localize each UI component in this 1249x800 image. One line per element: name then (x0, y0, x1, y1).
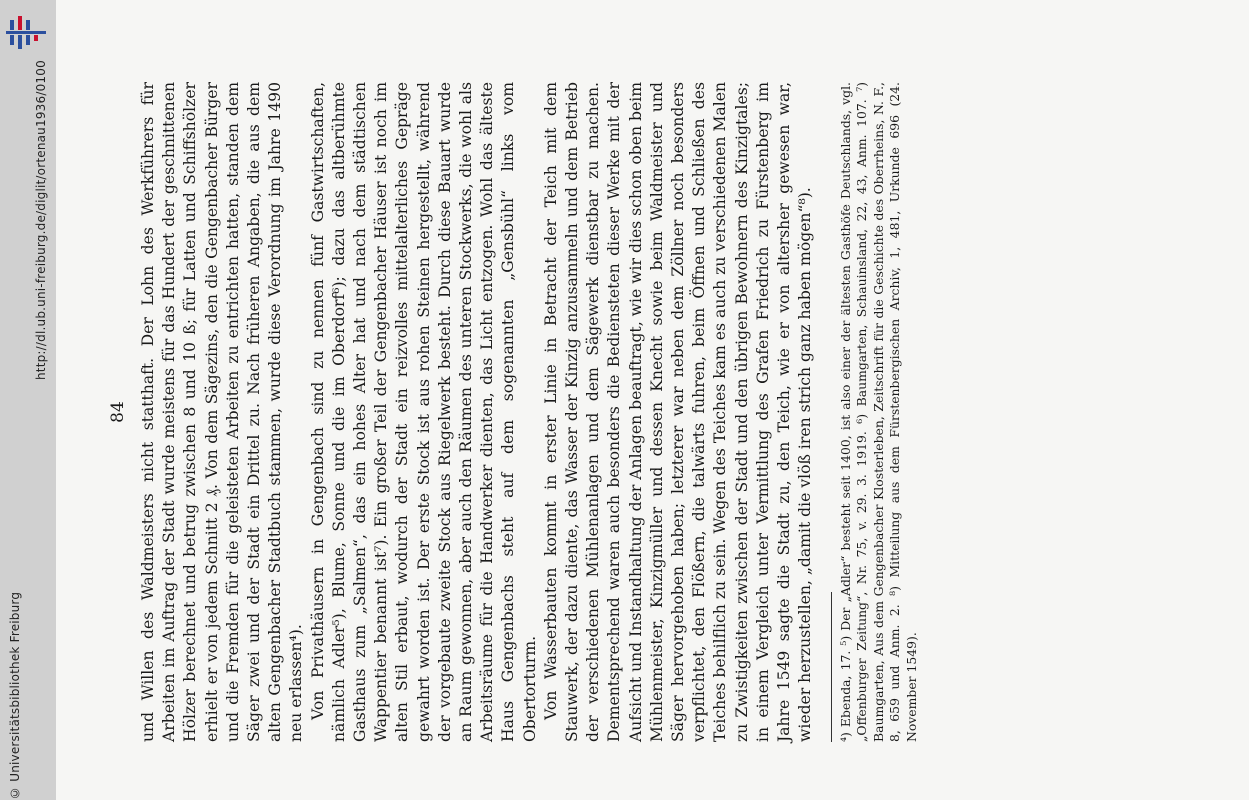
viewer-sidebar (0, 0, 56, 800)
footnotes (838, 82, 921, 742)
footnote-divider (831, 592, 832, 742)
footnote-text: ⁴) Ebenda, 17. ⁵) Der „Adler“ besteht seit 1400, ist also einer der ältesten Gasthöfe Deutschlands, vgl. „Offenburger Zeitung“, Nr. 75, v. 29. 3. 1919. ⁶) Baumgarten, Schauinsland, 22, 43, Anm. 107. ⁷) Baumgarten, Aus dem Gengenbacher Klosterleben, Zeitschrift für die Geschichte des Oberrheins, N. F., 8, 659 und Anm. 2. ⁸) Mitteilung aus dem Fürstenbergischen Archiv, 1, 481, Urkunde 696 (24. November 1549). (837, 82, 919, 742)
paragraph: und Willen des Waldmeisters nicht statthaft. Der Lohn des Werkführers für Arbeiten im Auftrag der Stadt wurde meistens für das Hundert der geschnittenen Hölzer berechnet und betrug zwischen 8 und 10 ß; für Latten und Schiffshölzer erhielt er von jedem Schnitt 2 ₰. Von dem Sägezins, den die Gengenbacher Bürger und die Fremden für die geleisteten Arbeiten zu entrichten hatten, standen dem Säger zwei und der Stadt ein Drittel zu. Nach früheren Angaben, die aus dem alten Gengenbacher Stadtbuch stammen, wurde diese Verordnung im Jahre 1490 neu erlassen⁴). (139, 82, 306, 742)
paragraph: Von Privathäusern in Gengenbach sind zu nennen fünf Gastwirtschaften, nämlich Adler⁵), Blume, Sonne und die im Oberdorf⁶); dazu das altberühmte Gasthaus zum „Salmen“, das ein hohes Alter hat und nach dem städtischen Wappentier benannt ist⁷). Ein großer Teil der Gengenbacher Häuser ist noch im alten Stil erbaut, wodurch der Stadt ein reizvolles mittelalterliches Gepräge gewahrt worden ist. Der erste Stock ist aus rohen Steinen hergestellt, während der vorgebaute zweite Stock aus Riegelwerk besteht. Durch diese Bauart wurde an Raum gewonnen, aber auch den Räumen des unteren Stockwerks, die wohl als Arbeitsräume für die Handwerker dienten, das Licht entzogen. Wohl das älteste Haus Gengenbachs steht auf dem sogenannten „Gensbühl“ links vom Obertorturm. (308, 82, 539, 742)
scanned-page (56, 0, 1249, 800)
copyright-notice: © Universitätsbibliothek Freiburg (8, 591, 22, 800)
paragraph: Von Wasserbauten kommt in erster Linie in Betracht der Teich mit dem Stauwerk, der dazu diente, das Wasser der Kinzig anzusammeln und dem Betrieb der verschiedenen Mühlenanlagen und dem Sägewerk dienstbar zu machen. Dementsprechend waren auch besonders die Bediensteten dieser Werke mit der Aufsicht und Instandhaltung der Anlagen beauftragt, wie wir dies schon oben beim Mühlenmeister, Kinzigmüller und dessen Knecht sowie beim Waldmeister und Säger hervorgehoben haben; letzterer war neben dem Zöllner noch besonders verpflichtet, den Flößern, die talwärts fuhren, beim Öffnen und Schließen des Teiches behilflich zu sein. Wegen des Teiches kam es auch zu verschiedenen Malen zu Zwistigkeiten zwischen der Stadt und den übrigen Bewohnern des Kinzigtales; in einem Vergleich unter Vermittlung des Grafen Friedrich zu Fürstenberg im Jahre 1549 sagte die Stadt zu, den Teich, wie er von altersher gewesen war, wieder herzustellen, „damit die vlöß iren strich ganz haben mögen“⁸). (541, 82, 815, 742)
document-url[interactable]: http://dl.ub.uni-freiburg.de/diglit/ortenau1936/0100 (34, 60, 48, 380)
rotated-page-content (56, 0, 1249, 800)
page-text-block (108, 82, 920, 742)
body-text (138, 82, 817, 742)
page-number: 84 (108, 401, 128, 423)
